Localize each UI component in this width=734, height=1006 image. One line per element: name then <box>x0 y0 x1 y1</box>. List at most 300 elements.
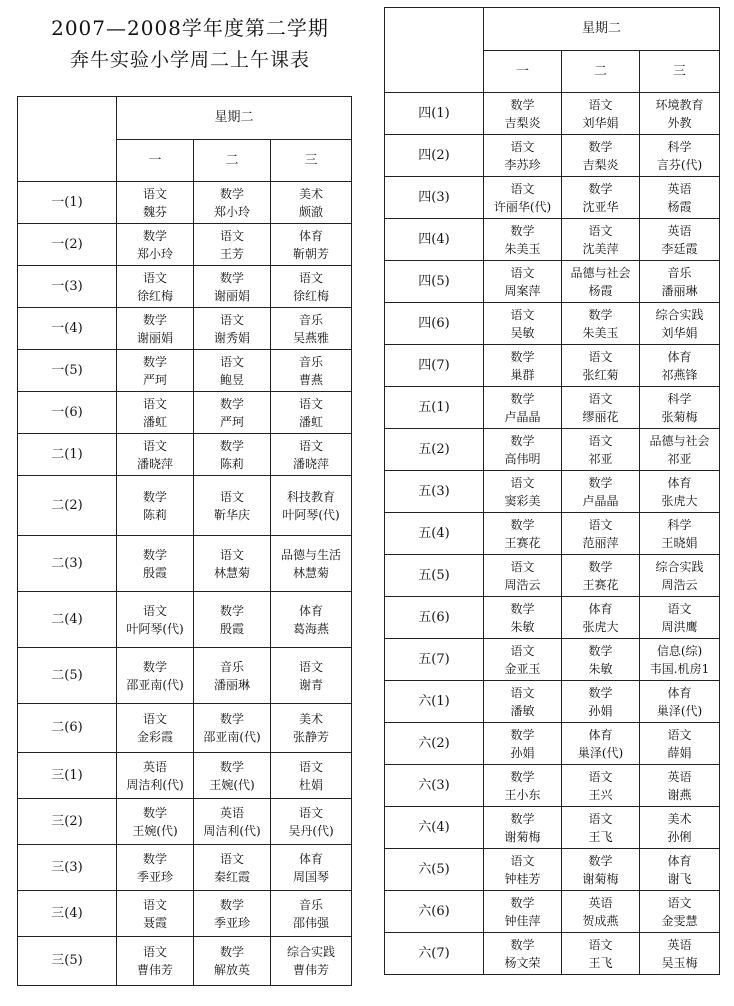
weekday-header: 星期二 <box>117 97 352 140</box>
subject-label: 数学 <box>510 937 535 952</box>
teacher-label: 贺成燕 <box>582 913 619 928</box>
teacher-label: 秦红霞 <box>213 869 250 884</box>
lesson-cell <box>562 93 640 135</box>
period-header-2: 二 <box>194 140 271 182</box>
subject-label: 英语 <box>142 759 167 774</box>
class-name-cell: 四(2) <box>385 135 484 177</box>
lesson-cell <box>640 681 720 723</box>
period-header-1: 一 <box>117 140 194 182</box>
subject-label: 语文 <box>299 805 324 820</box>
subject-label: 语文 <box>510 307 535 322</box>
table-row <box>18 753 352 799</box>
lesson-cell <box>271 592 352 648</box>
lesson-cell <box>562 933 640 975</box>
weekday-header: 星期二 <box>484 8 720 51</box>
subject-label: 语文 <box>667 895 692 910</box>
subject-label: 语文 <box>588 811 613 826</box>
lesson-cell <box>562 135 640 177</box>
lesson-cell <box>194 891 271 937</box>
teacher-label: 杜娟 <box>299 777 324 792</box>
teacher-label: 钟佳萍 <box>504 913 541 928</box>
subject-label: 语文 <box>667 601 692 616</box>
lesson-cell <box>484 723 562 765</box>
subject-label: 语文 <box>510 643 535 658</box>
subject-label: 语文 <box>588 349 613 364</box>
subject-label: 语文 <box>510 181 535 196</box>
teacher-label: 巢泽(代) <box>577 745 624 760</box>
teacher-label: 钟桂芳 <box>504 871 541 886</box>
lesson-cell <box>271 704 352 753</box>
subject-label: 数学 <box>510 811 535 826</box>
teacher-label: 潘虹 <box>142 414 167 429</box>
subject-label: 数学 <box>142 489 167 504</box>
subject-label: 数学 <box>219 270 244 285</box>
lesson-cell <box>117 753 194 799</box>
lesson-cell <box>640 429 720 471</box>
teacher-label: 谢菊梅 <box>504 829 541 844</box>
class-name-cell: 二(2) <box>18 476 117 536</box>
subject-label: 体育 <box>588 601 613 616</box>
lesson-cell <box>117 182 194 224</box>
table-row <box>18 392 352 434</box>
table-row <box>18 434 352 476</box>
table-row <box>385 219 720 261</box>
subject-label: 数学 <box>510 97 535 112</box>
lesson-cell <box>640 177 720 219</box>
subject-label: 数学 <box>510 223 535 238</box>
class-name-cell: 三(5) <box>18 937 117 986</box>
subject-label: 语文 <box>588 391 613 406</box>
lesson-cell <box>484 219 562 261</box>
teacher-label: 许丽华(代) <box>493 199 552 214</box>
subject-label: 英语 <box>588 895 613 910</box>
teacher-label: 谢飞 <box>667 871 692 886</box>
lesson-cell <box>117 704 194 753</box>
lesson-cell <box>194 536 271 592</box>
teacher-label: 王飞 <box>588 955 613 970</box>
subject-label: 语文 <box>510 139 535 154</box>
teacher-label: 吴敏 <box>510 325 535 340</box>
lesson-cell <box>562 807 640 849</box>
subject-label: 体育 <box>667 685 692 700</box>
subject-label: 音乐 <box>219 659 244 674</box>
class-name-cell: 五(1) <box>385 387 484 429</box>
lesson-cell <box>194 350 271 392</box>
table-row <box>385 93 720 135</box>
lesson-cell <box>271 308 352 350</box>
subject-label: 体育 <box>588 727 613 742</box>
lesson-cell <box>117 266 194 308</box>
subject-label: 美术 <box>667 811 692 826</box>
subject-label: 数学 <box>588 139 613 154</box>
class-name-cell: 一(6) <box>18 392 117 434</box>
teacher-label: 金雯慧 <box>661 913 698 928</box>
teacher-label: 周案萍 <box>504 283 541 298</box>
teacher-label: 林慧菊 <box>213 565 250 580</box>
teacher-label: 卢晶晶 <box>582 493 619 508</box>
lesson-cell <box>562 597 640 639</box>
teacher-label: 殷霞 <box>219 621 244 636</box>
class-name-cell: 四(7) <box>385 345 484 387</box>
lesson-cell <box>484 135 562 177</box>
subject-label: 语文 <box>667 727 692 742</box>
lesson-cell <box>484 639 562 681</box>
subject-label: 环境教育 <box>655 97 704 112</box>
header-corner-cell <box>18 97 117 182</box>
subject-label: 体育 <box>667 853 692 868</box>
teacher-label: 季亚珍 <box>136 869 173 884</box>
teacher-label: 邵亚南(代) <box>126 677 184 692</box>
teacher-label: 沈美萍 <box>582 241 619 256</box>
teacher-label: 颇澈 <box>299 204 324 219</box>
teacher-label: 沈亚华 <box>582 199 619 214</box>
subject-label: 数学 <box>219 759 244 774</box>
table-row <box>18 308 352 350</box>
header-corner-cell <box>385 8 484 93</box>
subject-label: 数学 <box>588 475 613 490</box>
lesson-cell <box>640 471 720 513</box>
table-row <box>385 261 720 303</box>
schedule-table-right <box>384 7 720 975</box>
lesson-cell <box>484 849 562 891</box>
teacher-label: 朱敏 <box>588 661 613 676</box>
table-row <box>385 177 720 219</box>
class-name-cell: 六(1) <box>385 681 484 723</box>
lesson-cell <box>640 219 720 261</box>
teacher-label: 王婉(代) <box>132 823 178 838</box>
teacher-label: 周洪鹰 <box>661 619 698 634</box>
lesson-cell <box>117 476 194 536</box>
subject-label: 数学 <box>510 895 535 910</box>
subject-label: 综合实践 <box>287 945 336 959</box>
lesson-cell <box>484 345 562 387</box>
lesson-cell <box>194 266 271 308</box>
subject-label: 数学 <box>588 307 613 322</box>
teacher-label: 严珂 <box>219 414 244 429</box>
lesson-cell <box>117 648 194 704</box>
teacher-label: 季亚珍 <box>213 915 250 930</box>
class-name-cell: 一(5) <box>18 350 117 392</box>
teacher-label: 张静芳 <box>293 730 330 744</box>
teacher-label: 言芬(代) <box>656 157 703 172</box>
teacher-label: 周浩云 <box>504 577 541 592</box>
table-row <box>385 513 720 555</box>
lesson-cell <box>562 849 640 891</box>
subject-label: 英语 <box>667 181 692 196</box>
subject-label: 英语 <box>219 805 244 820</box>
lesson-cell <box>562 177 640 219</box>
teacher-label: 周洁利(代) <box>203 823 261 838</box>
lesson-cell <box>484 471 562 513</box>
class-name-cell: 五(4) <box>385 513 484 555</box>
lesson-cell <box>484 513 562 555</box>
teacher-label: 李廷霞 <box>661 241 698 256</box>
class-name-cell: 一(2) <box>18 224 117 266</box>
subject-label: 语文 <box>142 945 167 959</box>
subject-label: 语文 <box>219 312 244 327</box>
subject-label: 语文 <box>510 559 535 574</box>
lesson-cell <box>117 891 194 937</box>
lesson-cell <box>194 753 271 799</box>
subject-label: 英语 <box>667 769 692 784</box>
lesson-cell <box>562 429 640 471</box>
lesson-cell <box>271 536 352 592</box>
table-row <box>18 350 352 392</box>
table-row <box>18 845 352 891</box>
subject-label: 语文 <box>299 659 324 674</box>
teacher-label: 朱美玉 <box>582 325 619 340</box>
teacher-label: 魏芬 <box>142 204 167 219</box>
lesson-cell <box>640 807 720 849</box>
subject-label: 美术 <box>299 186 324 201</box>
teacher-label: 陈莉 <box>142 507 167 522</box>
subject-label: 数学 <box>510 433 535 448</box>
lesson-cell <box>117 224 194 266</box>
subject-label: 数学 <box>142 805 167 820</box>
class-name-cell: 二(5) <box>18 648 117 704</box>
lesson-cell <box>271 799 352 845</box>
subject-label: 语文 <box>588 937 613 952</box>
teacher-label: 徐红梅 <box>136 288 173 303</box>
subject-label: 数学 <box>510 349 535 364</box>
subject-label: 数学 <box>219 603 244 618</box>
subject-label: 数学 <box>510 601 535 616</box>
teacher-label: 王赛花 <box>582 577 619 592</box>
subject-label: 数学 <box>510 769 535 784</box>
lesson-cell <box>484 597 562 639</box>
lesson-cell <box>194 648 271 704</box>
class-name-cell: 一(1) <box>18 182 117 224</box>
subject-label: 语文 <box>219 547 244 562</box>
subject-label: 数学 <box>219 186 244 201</box>
teacher-label: 叶阿琴(代) <box>282 507 340 522</box>
subject-label: 数学 <box>588 853 613 868</box>
lesson-cell <box>562 345 640 387</box>
class-name-cell: 五(2) <box>385 429 484 471</box>
subject-label: 数学 <box>510 727 535 742</box>
lesson-cell <box>640 639 720 681</box>
subject-label: 数学 <box>142 659 167 674</box>
class-name-cell: 一(4) <box>18 308 117 350</box>
lesson-cell <box>194 182 271 224</box>
lesson-cell <box>640 555 720 597</box>
teacher-label: 林慧菊 <box>293 565 330 580</box>
table-row <box>18 476 352 536</box>
table-row <box>18 266 352 308</box>
subject-label: 英语 <box>667 937 692 952</box>
subject-label: 科学 <box>667 391 692 406</box>
table-row <box>385 387 720 429</box>
teacher-label: 谢燕 <box>667 787 692 802</box>
teacher-label: 谢秀娟 <box>213 330 250 345</box>
teacher-label: 邵亚南(代) <box>203 730 261 744</box>
class-name-cell: 三(1) <box>18 753 117 799</box>
lesson-cell <box>271 937 352 986</box>
teacher-label: 窦彩美 <box>504 493 541 508</box>
teacher-label: 李苏珍 <box>504 157 541 172</box>
subject-label: 品德与生活 <box>281 547 342 562</box>
lesson-cell <box>562 555 640 597</box>
lesson-cell <box>484 933 562 975</box>
teacher-label: 外教 <box>667 115 692 130</box>
subject-label: 数学 <box>219 945 244 959</box>
lesson-cell <box>194 799 271 845</box>
subject-label: 英语 <box>667 223 692 238</box>
table-row <box>385 891 720 933</box>
teacher-label: 曹燕 <box>299 372 324 387</box>
table-row <box>385 345 720 387</box>
subject-label: 语文 <box>142 712 167 726</box>
teacher-label: 杨霞 <box>588 283 613 298</box>
subject-label: 语文 <box>299 396 324 411</box>
class-name-cell: 四(4) <box>385 219 484 261</box>
teacher-label: 潘丽琳 <box>213 677 250 692</box>
subject-label: 语文 <box>588 433 613 448</box>
teacher-label: 王小东 <box>504 787 541 802</box>
lesson-cell <box>194 224 271 266</box>
teacher-label: 靳朝芳 <box>293 246 330 261</box>
lesson-cell <box>271 753 352 799</box>
teacher-label: 谢青 <box>299 677 324 692</box>
lesson-cell <box>194 308 271 350</box>
subject-label: 语文 <box>299 759 324 774</box>
teacher-label: 杨文荣 <box>504 955 541 970</box>
subject-label: 科技教育 <box>287 489 336 504</box>
class-name-cell: 六(2) <box>385 723 484 765</box>
teacher-label: 朱敏 <box>510 619 535 634</box>
subject-label: 音乐 <box>299 354 324 369</box>
lesson-cell <box>562 471 640 513</box>
subject-label: 综合实践 <box>655 307 704 322</box>
table-row <box>385 765 720 807</box>
lesson-cell <box>117 845 194 891</box>
teacher-label: 范丽萍 <box>582 535 619 550</box>
teacher-label: 缪丽花 <box>582 409 619 424</box>
class-name-cell: 六(3) <box>385 765 484 807</box>
class-name-cell: 四(5) <box>385 261 484 303</box>
teacher-label: 鲍昱 <box>219 372 244 387</box>
document-title: 2007—2008学年度第二学期 <box>51 16 329 40</box>
table-row <box>385 723 720 765</box>
subject-label: 音乐 <box>299 312 324 327</box>
class-name-cell: 二(3) <box>18 536 117 592</box>
teacher-label: 张菊梅 <box>661 409 698 424</box>
teacher-label: 刘华娟 <box>661 325 698 340</box>
lesson-cell <box>271 392 352 434</box>
lesson-cell <box>271 648 352 704</box>
lesson-cell <box>194 592 271 648</box>
teacher-label: 张红菊 <box>582 367 619 382</box>
lesson-cell <box>271 224 352 266</box>
class-name-cell: 六(4) <box>385 807 484 849</box>
class-name-cell: 一(3) <box>18 266 117 308</box>
subject-label: 品德与社会 <box>570 265 631 280</box>
table-row <box>385 681 720 723</box>
subject-label: 语文 <box>142 897 167 912</box>
teacher-label: 杨霞 <box>667 199 692 214</box>
table-row <box>18 799 352 845</box>
teacher-label: 郑小玲 <box>213 204 250 219</box>
class-name-cell: 五(6) <box>385 597 484 639</box>
lesson-cell <box>640 723 720 765</box>
subject-label: 数学 <box>588 181 613 196</box>
lesson-cell <box>484 429 562 471</box>
class-name-cell: 六(6) <box>385 891 484 933</box>
subject-label: 体育 <box>667 349 692 364</box>
lesson-cell <box>562 765 640 807</box>
lesson-cell <box>194 845 271 891</box>
table-row <box>18 937 352 986</box>
lesson-cell <box>271 182 352 224</box>
lesson-cell <box>484 765 562 807</box>
teacher-label: 王芳 <box>219 246 244 261</box>
subject-label: 语文 <box>588 769 613 784</box>
lesson-cell <box>640 387 720 429</box>
teacher-label: 孙俐 <box>667 829 692 844</box>
teacher-label: 王飞 <box>588 829 613 844</box>
teacher-label: 薛娟 <box>667 745 692 760</box>
teacher-label: 王兴 <box>588 787 613 802</box>
teacher-label: 殷霞 <box>142 565 167 580</box>
lesson-cell <box>271 891 352 937</box>
teacher-label: 吴玉梅 <box>661 955 698 970</box>
subject-label: 语文 <box>219 228 244 243</box>
teacher-label: 金彩霞 <box>136 730 173 744</box>
period-header-2: 二 <box>562 51 640 93</box>
lesson-cell <box>640 261 720 303</box>
lesson-cell <box>484 93 562 135</box>
lesson-cell <box>484 555 562 597</box>
teacher-label: 谢丽娟 <box>136 330 173 345</box>
lesson-cell <box>640 303 720 345</box>
lesson-cell <box>562 303 640 345</box>
table-row <box>18 891 352 937</box>
teacher-label: 潘晓萍 <box>136 456 173 471</box>
subject-label: 语文 <box>219 354 244 369</box>
teacher-label: 吉梨炎 <box>504 115 541 130</box>
table-row <box>385 303 720 345</box>
subject-label: 体育 <box>299 603 324 618</box>
lesson-cell <box>271 434 352 476</box>
teacher-label: 高伟明 <box>504 451 541 466</box>
lesson-cell <box>640 891 720 933</box>
subject-label: 语文 <box>510 685 535 700</box>
teacher-label: 潘晓萍 <box>293 456 330 471</box>
teacher-label: 金亚玉 <box>504 661 541 676</box>
subject-label: 美术 <box>299 712 324 726</box>
teacher-label: 王婉(代) <box>209 777 255 792</box>
subject-label: 语文 <box>510 475 535 490</box>
subject-label: 数学 <box>510 391 535 406</box>
lesson-cell <box>640 933 720 975</box>
lesson-cell <box>640 849 720 891</box>
lesson-cell <box>271 350 352 392</box>
table-row <box>18 224 352 266</box>
subject-label: 语文 <box>219 851 244 866</box>
subject-label: 数学 <box>588 559 613 574</box>
class-name-cell: 三(2) <box>18 799 117 845</box>
table-row <box>18 648 352 704</box>
teacher-label: 徐红梅 <box>293 288 330 303</box>
lesson-cell <box>640 345 720 387</box>
subject-label: 品德与社会 <box>649 433 710 448</box>
lesson-cell <box>271 266 352 308</box>
teacher-label: 孙娟 <box>588 703 613 718</box>
subject-label: 科学 <box>667 139 692 154</box>
table-row <box>18 536 352 592</box>
lesson-cell <box>484 261 562 303</box>
teacher-label: 聂霞 <box>142 915 167 930</box>
